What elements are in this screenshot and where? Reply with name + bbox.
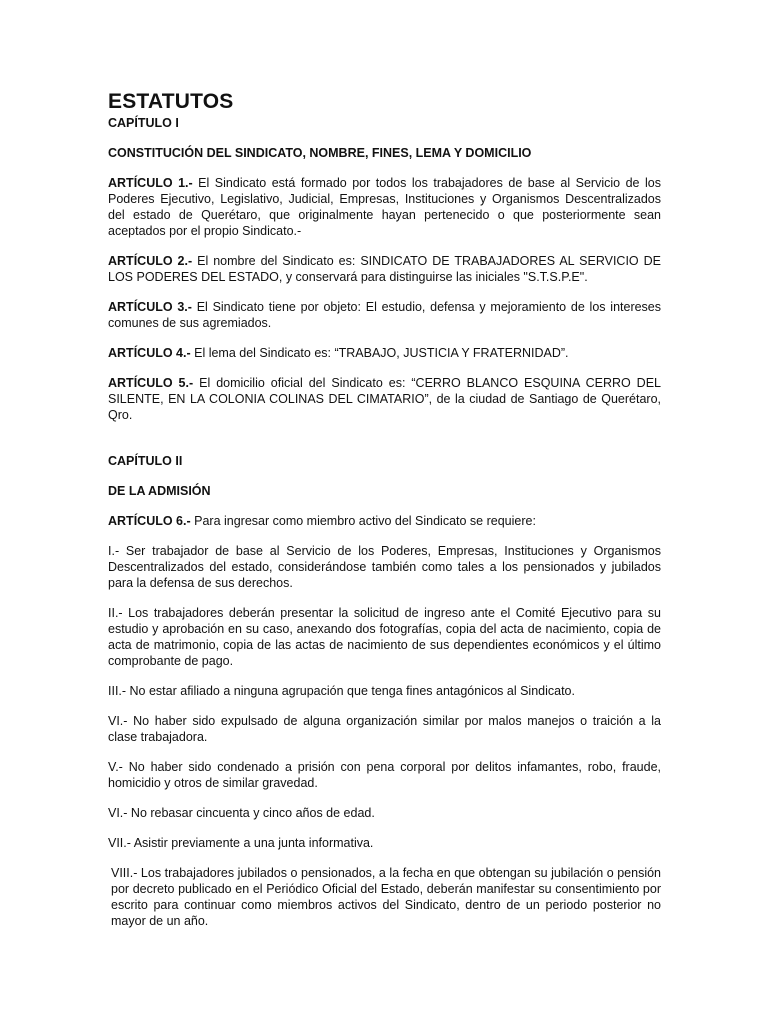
requirement-4: VI.- No haber sido expulsado de alguna organización similar por malos manejos o traición a la clase trabajadora. — [108, 714, 661, 744]
document-title: ESTATUTOS — [108, 90, 234, 113]
article-5 — [108, 375, 661, 423]
article-4-label: ARTÍCULO 4.- — [108, 346, 191, 360]
requirement-3: III.- No estar afiliado a ninguna agrupación que tenga fines antagónicos al Sindicato. — [108, 684, 575, 698]
chapter-1-heading: CONSTITUCIÓN DEL SINDICATO, NOMBRE, FINES, LEMA Y DOMICILIO — [108, 146, 532, 160]
requirement-6: VI.- No rebasar cincuenta y cinco años de edad. — [108, 806, 375, 820]
article-4 — [108, 345, 661, 361]
chapter-1-label: CAPÍTULO I — [108, 116, 179, 130]
article-6 — [108, 513, 661, 529]
article-2-text: El nombre del Sindicato es: SINDICATO DE TRABAJADORES AL SERVICIO DE LOS PODERES DEL ESTADO, y conservará para distinguirse las iniciales "S.T.S.P.E". — [108, 254, 662, 284]
article-3 — [108, 299, 661, 331]
article-2-label: ARTÍCULO 2.- — [108, 254, 193, 268]
article-4-text: El lema del Sindicato es: “TRABAJO, JUSTICIA Y FRATERNIDAD”. — [190, 346, 569, 360]
article-2 — [108, 253, 661, 285]
requirement-5: V.- No haber sido condenado a prisión con pena corporal por delitos infamantes, robo, fraude, homicidio y otros de similar gravedad. — [108, 760, 661, 790]
requirement-7: VII.- Asistir previamente a una junta informativa. — [108, 836, 374, 850]
article-3-text: El Sindicato tiene por objeto: El estudio, defensa y mejoramiento de los intereses comunes de sus agremiados. — [108, 300, 662, 330]
requirement-1: I.- Ser trabajador de base al Servicio de los Poderes, Empresas, Instituciones y Organismos Descentralizados del estado, considerándose también como tales a los pensionados y jubilados para la defensa de sus derechos. — [108, 544, 661, 590]
document-page — [108, 88, 661, 929]
requirement-8: VIII.- Los trabajadores jubilados o pensionados, a la fecha en que obtengan su jubilación o pensión por decreto publicado en el Periódico Oficial del Estado, deberán manifestar su consentimiento por escrito para continuar como miembros activos del Sindicato, dentro de un periodo posterior no mayor de un año. — [111, 866, 661, 928]
requirement-2: II.- Los trabajadores deberán presentar la solicitud de ingreso ante el Comité Ejecutivo para su estudio y aprobación en su caso, anexando dos fotografías, copia del acta de nacimiento, copia de acta de matrimonio, copia de las actas de nacimiento de sus dependientes económicos y el último comprobante de pago. — [108, 606, 661, 668]
article-5-label: ARTÍCULO 5.- — [108, 376, 194, 390]
article-5-text: El domicilio oficial del Sindicato es: “CERRO BLANCO ESQUINA CERRO DEL SILENTE, EN LA COLONIA COLINAS DEL CIMATARIO”, de la ciudad de Santiago de Querétaro, Qro. — [108, 376, 662, 422]
article-3-label: ARTÍCULO 3.- — [108, 300, 192, 314]
article-1-label: ARTÍCULO 1.- — [108, 176, 193, 190]
chapter-2-heading: DE LA ADMISIÓN — [108, 484, 211, 498]
article-1-text: El Sindicato está formado por todos los trabajadores de base al Servicio de los Poderes Ejecutivo, Legislativo, Judicial, Empresas, Instituciones y Organismos Descentralizados del estado de Querétaro, que originalmente hayan pertenecido o que posteriormente sean aceptados por el propio Sindicato.- — [108, 176, 661, 238]
article-1 — [108, 175, 661, 239]
article-6-text: Para ingresar como miembro activo del Sindicato se requiere: — [190, 514, 536, 528]
chapter-2-label: CAPÍTULO II — [108, 454, 183, 468]
article-6-label: ARTÍCULO 6.- — [108, 514, 191, 528]
